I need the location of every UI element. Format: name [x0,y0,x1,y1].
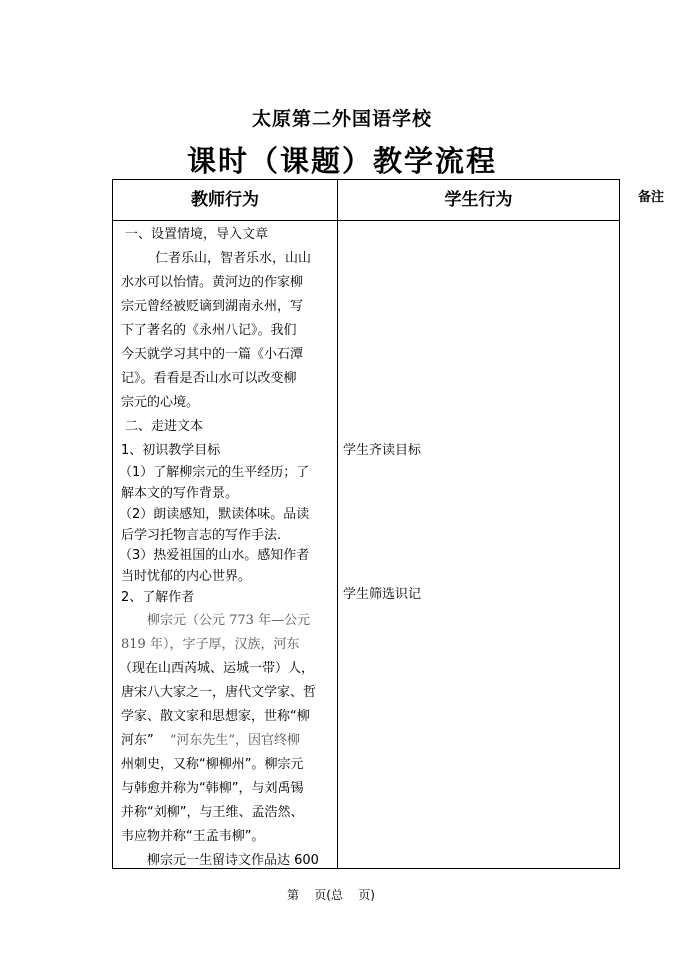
student-line: 学生齐读目标 [343,443,422,458]
teacher-line: 仁者乐山，智者乐水，山山 [155,251,312,266]
teacher-line: 唐宋八大家之一，唐代文学家、哲 [121,685,317,700]
teacher-line: 后学习托物言志的写作手法. [121,528,282,543]
column-header-teacher: 教师行为 [191,190,259,210]
teacher-line: （2）朗读感知，默读体味。品读 [119,507,310,522]
teacher-line: 学家、散文家和思想家，世称“柳 [121,709,310,724]
teacher-line: 1、初识教学目标 [121,443,221,458]
teacher-line: 当时忧郁的内心世界。 [121,569,252,584]
teacher-line-part: “河东先生”，因官终柳 [169,733,301,748]
teacher-line [121,733,300,748]
teacher-line: 与韩愈并称为“韩柳”，与刘禹锡 [121,781,304,796]
teacher-line: 2、了解作者 [121,590,195,605]
page-title: 课时（课题）教学流程 [186,144,497,178]
teacher-line: 下了著名的《永州八记》。我们 [121,323,297,338]
column-divider [337,179,338,869]
school-name: 太原第二外国语学校 [251,108,432,130]
teacher-line: （1）了解柳宗元的生平经历；了 [119,465,310,480]
teacher-line: 解本文的写作背景。 [121,486,239,501]
remark-label: 备注 [638,190,665,205]
teacher-line: 宗元的心境。 [121,395,200,410]
teacher-line: 并称“刘柳”，与王维、孟浩然、 [121,805,304,820]
teacher-line: 819 年），字子厚，汉族，河东 [121,637,300,652]
teacher-line: 韦应物并称“王孟韦柳”。 [121,829,265,844]
teacher-line: 今天就学习其中的一篇《小石潭 [121,347,304,362]
teacher-line: 记》。看看是否山水可以改变柳 [121,371,297,386]
teacher-line-part: 河东” [121,733,154,748]
teacher-line: （现在山西芮城、运城一带）人， [119,661,315,676]
teacher-line: 柳宗元一生留诗文作品达 600 [147,853,319,868]
teacher-line: 州刺史，又称“柳柳州”。柳宗元 [121,757,304,772]
teacher-line: 宗元曾经被贬谪到湖南永州，写 [121,299,304,314]
teacher-line: 一、设置情境，导入文章 [125,227,269,242]
teacher-line: （3）热爱祖国的山水。感知作者 [119,548,310,563]
teacher-line: 二、走进文本 [125,419,204,434]
teacher-line: 柳宗元（公元 773 年—公元 [147,613,311,628]
column-header-student: 学生行为 [444,190,513,210]
page-footer: 第 页(总 页) [287,888,375,902]
header-divider [112,220,620,221]
student-line: 学生筛选识记 [343,587,422,602]
teacher-line: 水水可以怡情。黄河边的作家柳 [121,275,304,290]
